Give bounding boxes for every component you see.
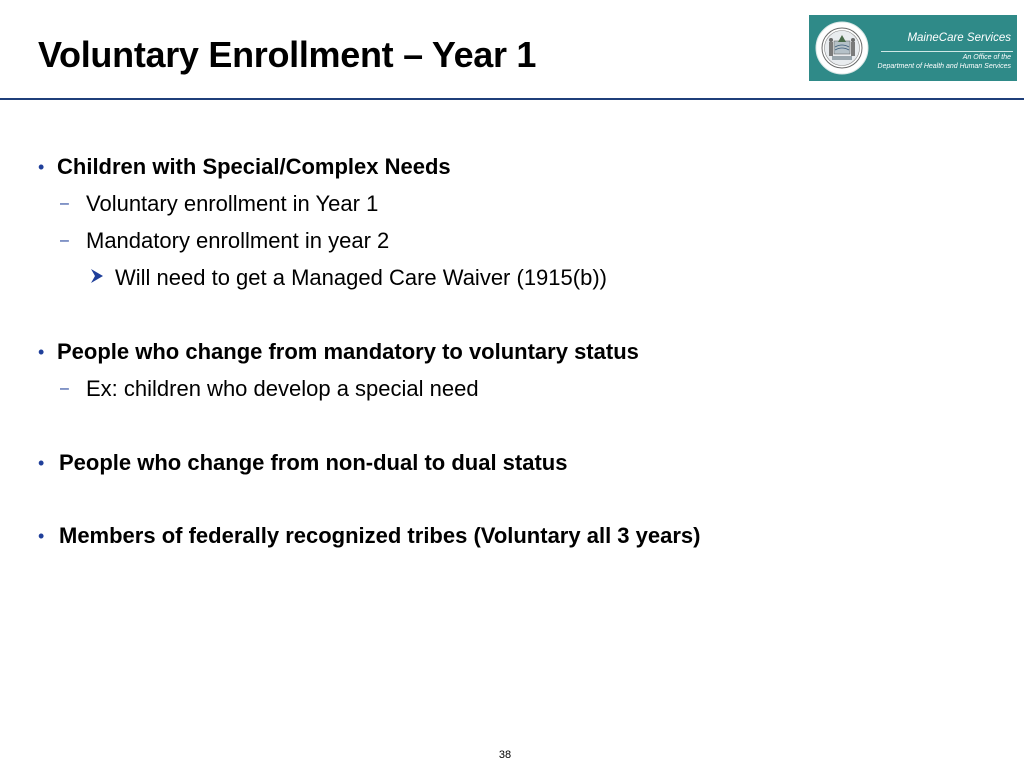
bullet-marker: • <box>38 526 45 546</box>
logo-title: MaineCare Services <box>907 32 1011 44</box>
subitem-managed-care-waiver: Will need to get a Managed Care Waiver (1915(b)) <box>115 265 607 290</box>
arrow-bullet-icon <box>90 268 104 284</box>
subitem-mandatory-year2: Mandatory enrollment in year 2 <box>86 228 390 253</box>
bullet-marker: • <box>38 157 45 177</box>
dash-marker: – <box>60 195 69 212</box>
bullet-marker: • <box>38 342 45 362</box>
subitem-children-special-need: Ex: children who develop a special need <box>86 376 479 401</box>
logo-subtitle-line2: Department of Health and Human Services <box>877 63 1011 70</box>
dash-marker: – <box>60 232 69 249</box>
logo-subtitle-line1: An Office of the <box>962 54 1011 61</box>
page-number: 38 <box>498 749 512 761</box>
bullet-marker: • <box>38 453 45 473</box>
bullet-item-mandatory-to-voluntary: People who change from mandatory to voluntary status <box>57 339 639 364</box>
dash-marker: – <box>60 380 69 397</box>
slide-title: Voluntary Enrollment – Year 1 <box>38 34 537 75</box>
subitem-voluntary-year1: Voluntary enrollment in Year 1 <box>86 191 379 216</box>
bullet-item-non-dual-to-dual: People who change from non-dual to dual status <box>59 450 568 475</box>
bullet-item-special-needs: Children with Special/Complex Needs <box>57 154 451 179</box>
bullet-item-federally-recognized-tribes: Members of federally recognized tribes (Voluntary all 3 years) <box>59 523 701 548</box>
